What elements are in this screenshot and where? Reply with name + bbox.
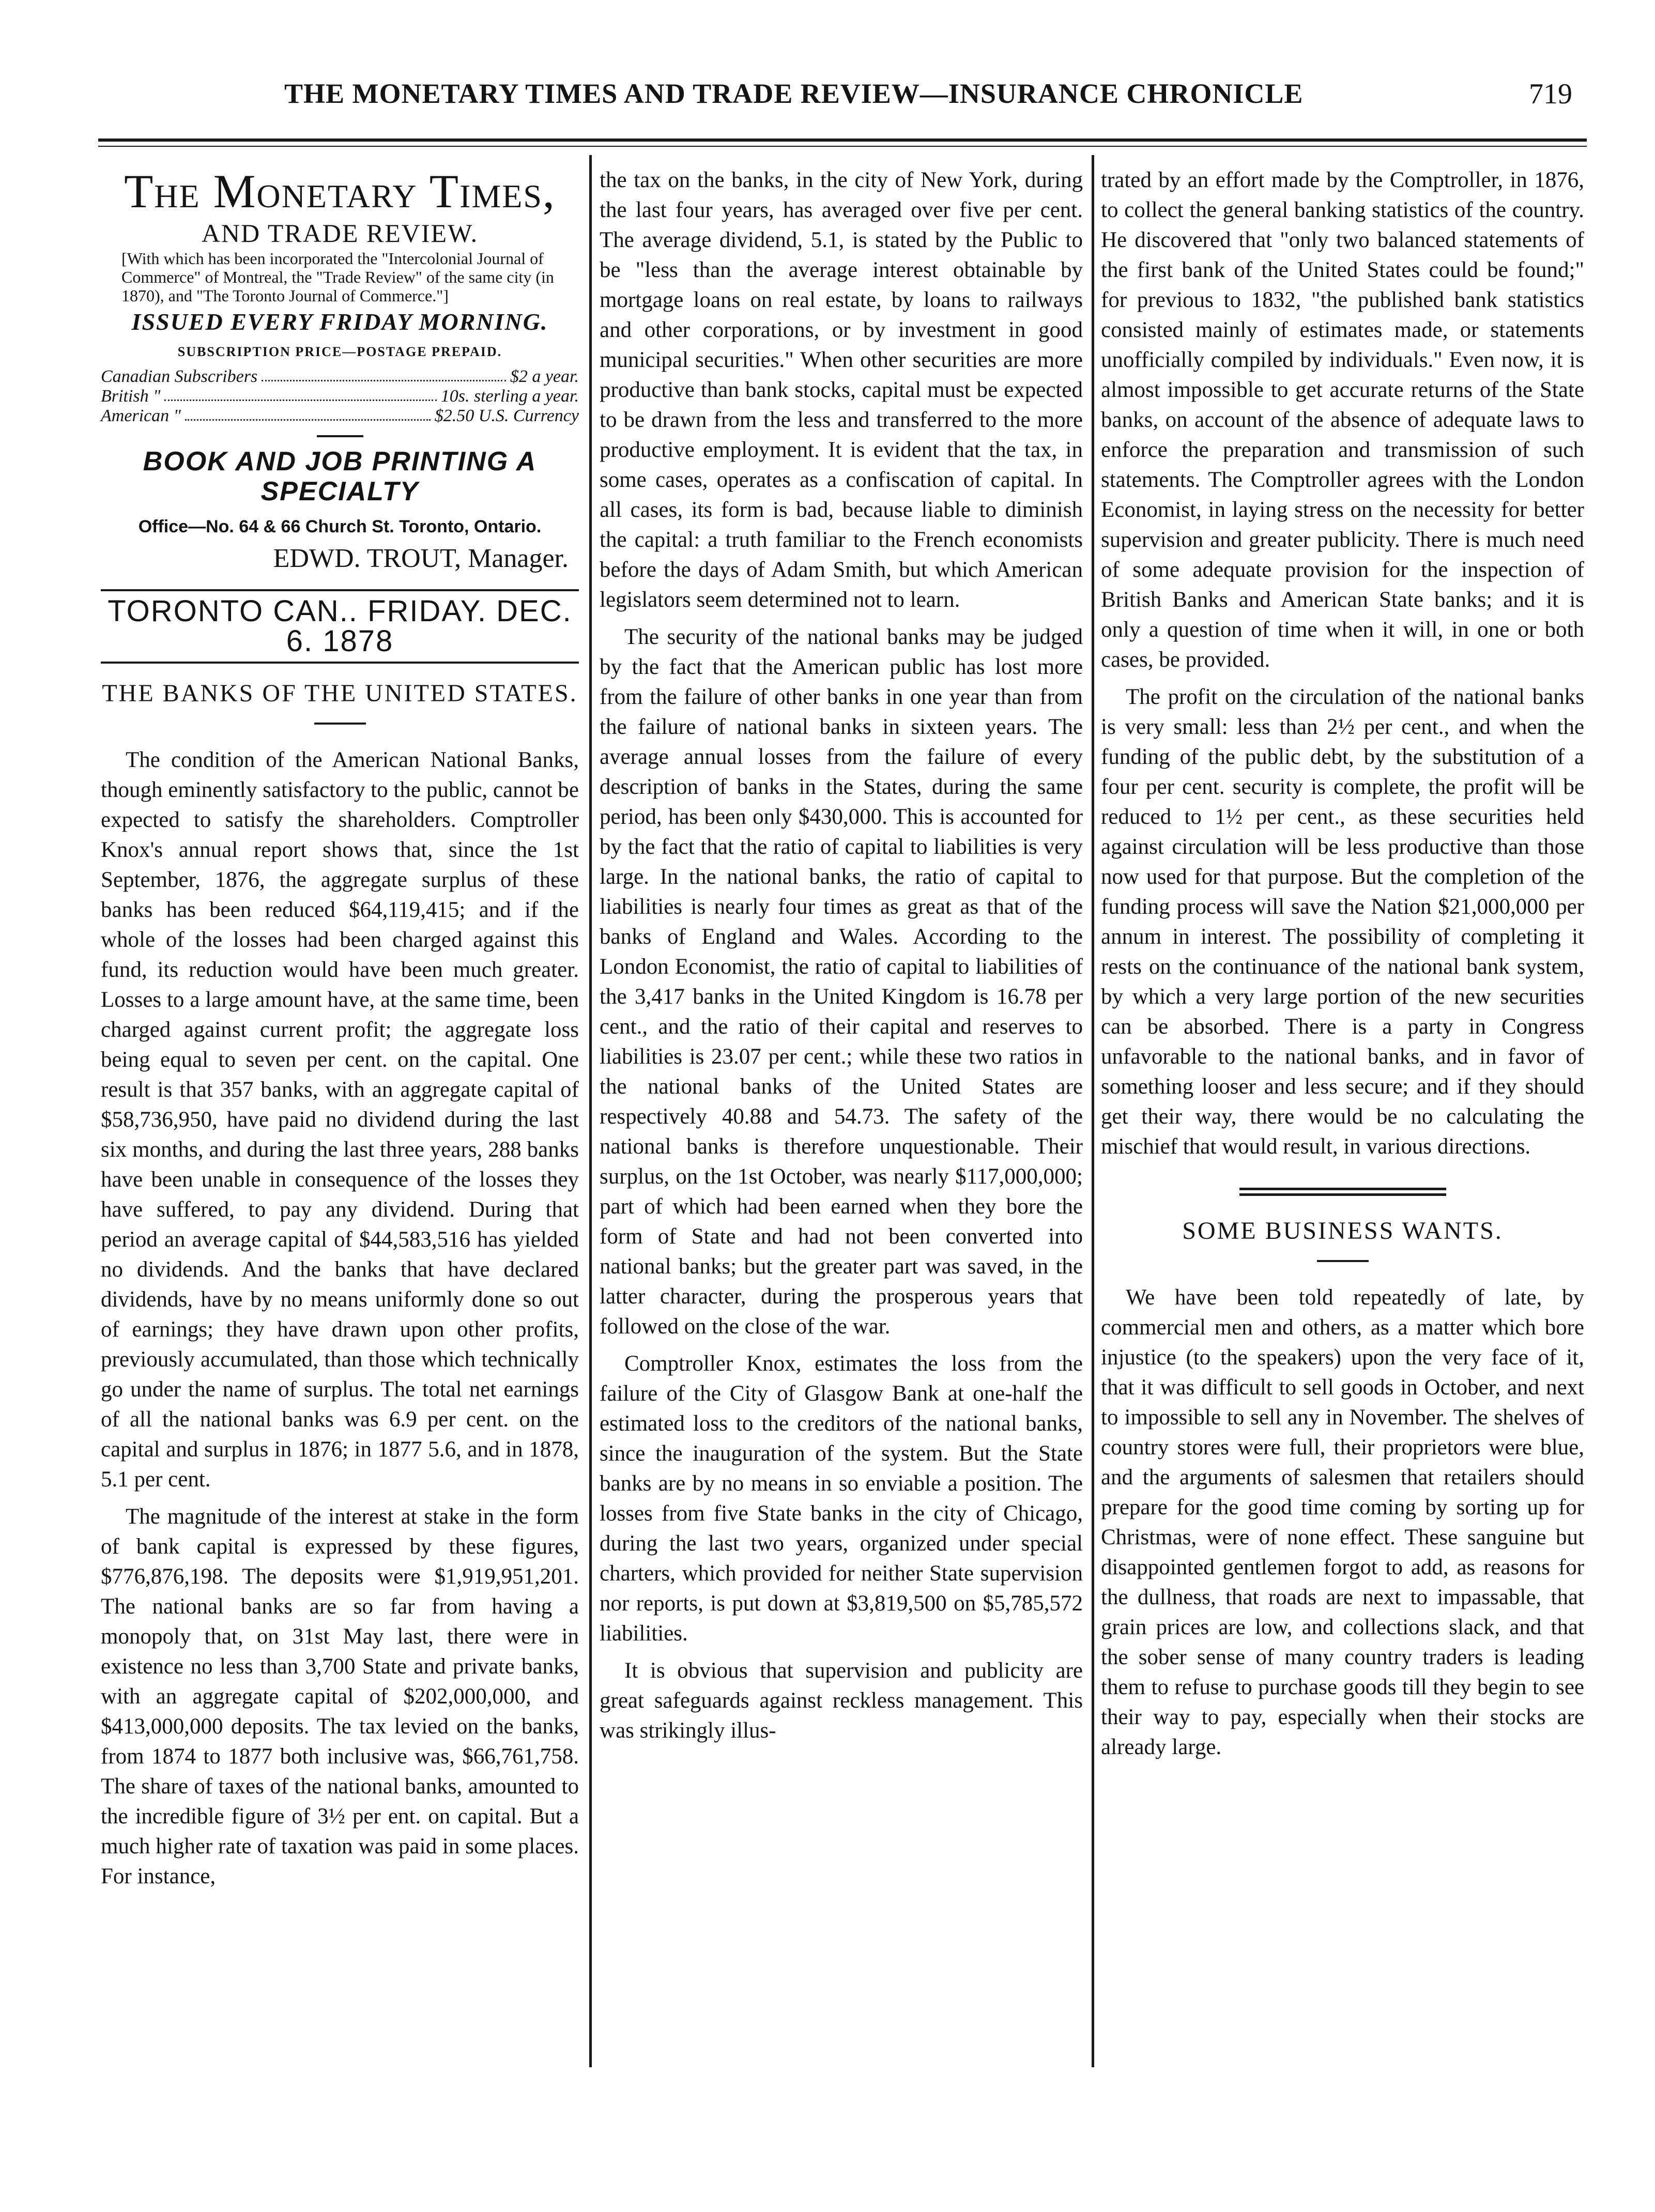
article-heading: SOME BUSINESS WANTS.	[1182, 1217, 1503, 1245]
column-rule-2	[1092, 155, 1094, 2067]
dateline-rule-bottom	[101, 662, 579, 664]
header-rule	[98, 139, 1587, 142]
masthead	[101, 165, 579, 664]
page-number: 719	[1529, 78, 1572, 110]
rate-price: $2.50 U.S. Currency	[434, 406, 579, 425]
masthead-subtitle: AND TRADE REVIEW.	[201, 219, 479, 248]
subscription-heading: SUBSCRIPTION PRICE—POSTAGE PREPAID.	[177, 344, 502, 359]
heading-rule	[314, 723, 366, 725]
paragraph: The security of the national banks may be judged by the fact that the American public has lost more from the failure of other banks in one year than from the failure of national banks in sixteen years. The average annual losses from the failure of every description of banks in the States, during the same period, has been only $430,000. This is accounted for by the fact that the ratio of capital to liabilities is very large. In the national banks, the ratio of capital to liabilities is nearly four times as great as that of the banks of England and Wales. According to the London Economist, the ratio of capital to liabilities of the 3,417 banks in the United Kingdom is 16.78 per cent., and the ratio of their capital and reserves to liabilities is 23.07 per cent.; while these two ratios in the national banks of the United States are respectively 40.88 and 54.73. The safety of the national banks is therefore unquestionable. Their surplus, on the 1st October, was nearly $117,000,000; part of which had been earned when they bore the form of State and had not been converted into national banks; but the greater part was saved, in the latter character, during the prosperous years that followed on the close of the war.	[600, 625, 1083, 1339]
masthead-rule	[317, 435, 363, 437]
paragraph: the tax on the banks, in the city of New York, during the last four years, has averaged over five per cent. The average dividend, 5.1, is stated by the Public to be "less than the average interest obtainable by mortgage loans on real estate, by loans to railways and other corporations, or by investment in good municipal securities." When other securities are more productive than bank stocks, capital must be expected to be drawn from the less and transferred to the more productive employment. It is evident that the tax, in some cases, operates as a confiscation of capital. In all cases, its form is bad, because liable to diminish the capital: a truth familiar to the French economists before the days of Adam Smith, but which American legislators seem determined not to learn.	[600, 168, 1083, 612]
header-rule-thin	[98, 146, 1587, 147]
masthead-title: The Monetary Times,	[124, 165, 556, 218]
manager-line: EDWD. TROUT, Manager.	[273, 544, 569, 573]
paragraph: The profit on the circulation of the national banks is very small: less than 2½ per cent., and when the funding of the public debt, by the substitution of a four per cent. security is complete, the profit will be reduced to 1½ per cent., as these securities held against circulation will be less productive than those now used for that purpose. But the completion of the funding process will save the Nation $21,000,000 per annum in interest. The possibility of completing it rests on the continuance of the national bank system, by which a very large portion of the new securities can be absorbed. There is a party in Congress unfavorable to the national banks, and in favor of something looser and less secure; and if they should get their way, there would be no calculating the mischief that would result, in various directions.	[1101, 685, 1584, 1159]
paragraph: Comptroller Knox, estimates the loss from the failure of the City of Glasgow Bank at one-half the estimated loss to the creditors of the national banks, since the inauguration of the system. But the State banks are by no means in so enviable a position. The losses from five State banks in the city of Chicago, during the last two years, organized under special charters, which provided for neither State supervision nor reports, is put down at $3,819,500 on $5,785,572 liabilities.	[600, 1351, 1083, 1646]
column-1	[101, 165, 579, 1899]
office-address: Office—No. 64 & 66 Church St. Toronto, Ontario.	[138, 517, 542, 536]
rate-price: 10s. sterling a year.	[440, 387, 579, 406]
dateline: TORONTO CAN.. FRIDAY. DEC. 6. 1878	[108, 594, 572, 658]
running-head	[98, 78, 1598, 124]
running-title: THE MONETARY TIMES AND TRADE REVIEW—INSURANCE CHRONICLE	[284, 78, 1304, 109]
paragraph: It is obvious that supervision and publicity are great safeguards against reckless management. This was strikingly illus-	[600, 1658, 1083, 1743]
paragraph: The magnitude of the interest at stake in the form of bank capital is expressed by these figures, $776,876,198. The deposits were $1,919,951,201. The national banks are so far from having a monopoly that, on 31st May last, there were in existence no less than 3,700 State and private banks, with an aggregate capital of $202,000,000, and $413,000,000 deposits. The tax levied on the banks, from 1874 to 1877 both inclusive was, $66,761,758. The share of taxes of the national banks, amounted to the incredible figure of 3½ per ent. on capital. But a much higher rate of taxation was paid in some places. For instance,	[101, 1504, 579, 1888]
section-divider	[1239, 1188, 1446, 1196]
paragraph: trated by an effort made by the Comptroller, in 1876, to collect the general banking statistics of the country. He discovered that "only two balanced statements of the first bank of the United States could be found;" for previous to 1832, "the published bank statistics consisted mainly of estimates made, or statements unofficially compiled by individuals." Even now, it is almost impossible to get accurate returns of the State banks, on account of the absence of adequate laws to enforce the preparation and transmission of such statements. The Comptroller agrees with the London Economist, in laying stress on the necessity for better supervision and greater publicity. There is much need of some adequate provision for the inspection of British Banks and American State banks; and it is only a question of time when it will, in one or both cases, be provided.	[1101, 168, 1584, 672]
dateline-rule-top	[101, 589, 579, 591]
rate-row	[101, 387, 579, 406]
issued-line: ISSUED EVERY FRIDAY MORNING.	[131, 309, 548, 335]
printing-specialty: BOOK AND JOB PRINTING A SPECIALTY	[143, 447, 537, 506]
rate-row	[101, 406, 579, 426]
rate-label: Canadian Subscribers	[101, 367, 258, 386]
rate-label: American "	[101, 406, 181, 425]
article-heading: THE BANKS OF THE UNITED STATES.	[102, 680, 578, 707]
column-3	[1101, 165, 1584, 1770]
rate-price: $2 a year.	[510, 367, 579, 386]
rate-label: British "	[101, 387, 161, 406]
paragraph: We have been told repeatedly of late, by commercial men and others, as a matter which bore injustice (to the speakers) upon the very face of it, that it was difficult to sell goods in October, and next to impossible to sell any in November. The shelves of country stores were full, their proprietors were blue, and the arguments of salesmen that retailers should prepare for the good time coming by sorting up for Christmas, were of none effect. These sanguine but disappointed gentlemen forgot to add, as reasons for the dullness, that roads are next to impassable, that grain prices are low, and collections slack, and that the sober sense of many country traders is leading them to refuse to purchase goods till they begin to see their way to pay, especially when their stocks are already large.	[1101, 1285, 1584, 1759]
column-rule-1	[589, 155, 592, 2067]
rate-row	[101, 367, 579, 387]
heading-rule	[1317, 1260, 1369, 1262]
column-2	[600, 165, 1083, 1753]
masthead-note: [With which has been incorporated the "Intercolonial Journal of Commerce" of Montreal, the "Trade Review" of the same city (in 1870), and "The Toronto Journal of Commerce."]	[121, 249, 554, 305]
paragraph: The condition of the American National Banks, though eminently satisfactory to the public, cannot be expected to satisfy the shareholders. Comptroller Knox's annual report shows that, since the 1st September, 1876, the aggregate surplus of these banks has been reduced $64,119,415; and if the whole of the losses had been charged against this fund, its reduction would have been much greater. Losses to a large amount have, at the same time, been charged against current profit; the aggregate loss being equal to seven per cent. on the capital. One result is that 357 banks, with an aggregate capital of $58,736,950, have paid no dividend during the last six months, and during the last three years, 288 banks have been unable in consequence of the losses they have suffered, to pay any dividend. During that period an average capital of $44,583,516 has yielded no dividends. And the banks that have declared dividends, have by no means uniformly done so out of earnings; they have drawn upon other profits, previously accumulated, than those which technically go under the name of surplus. The total net earnings of all the national banks was 6.9 per cent. on the capital and surplus in 1876; in 1877 5.6, and in 1878, 5.1 per cent.	[101, 748, 579, 1492]
